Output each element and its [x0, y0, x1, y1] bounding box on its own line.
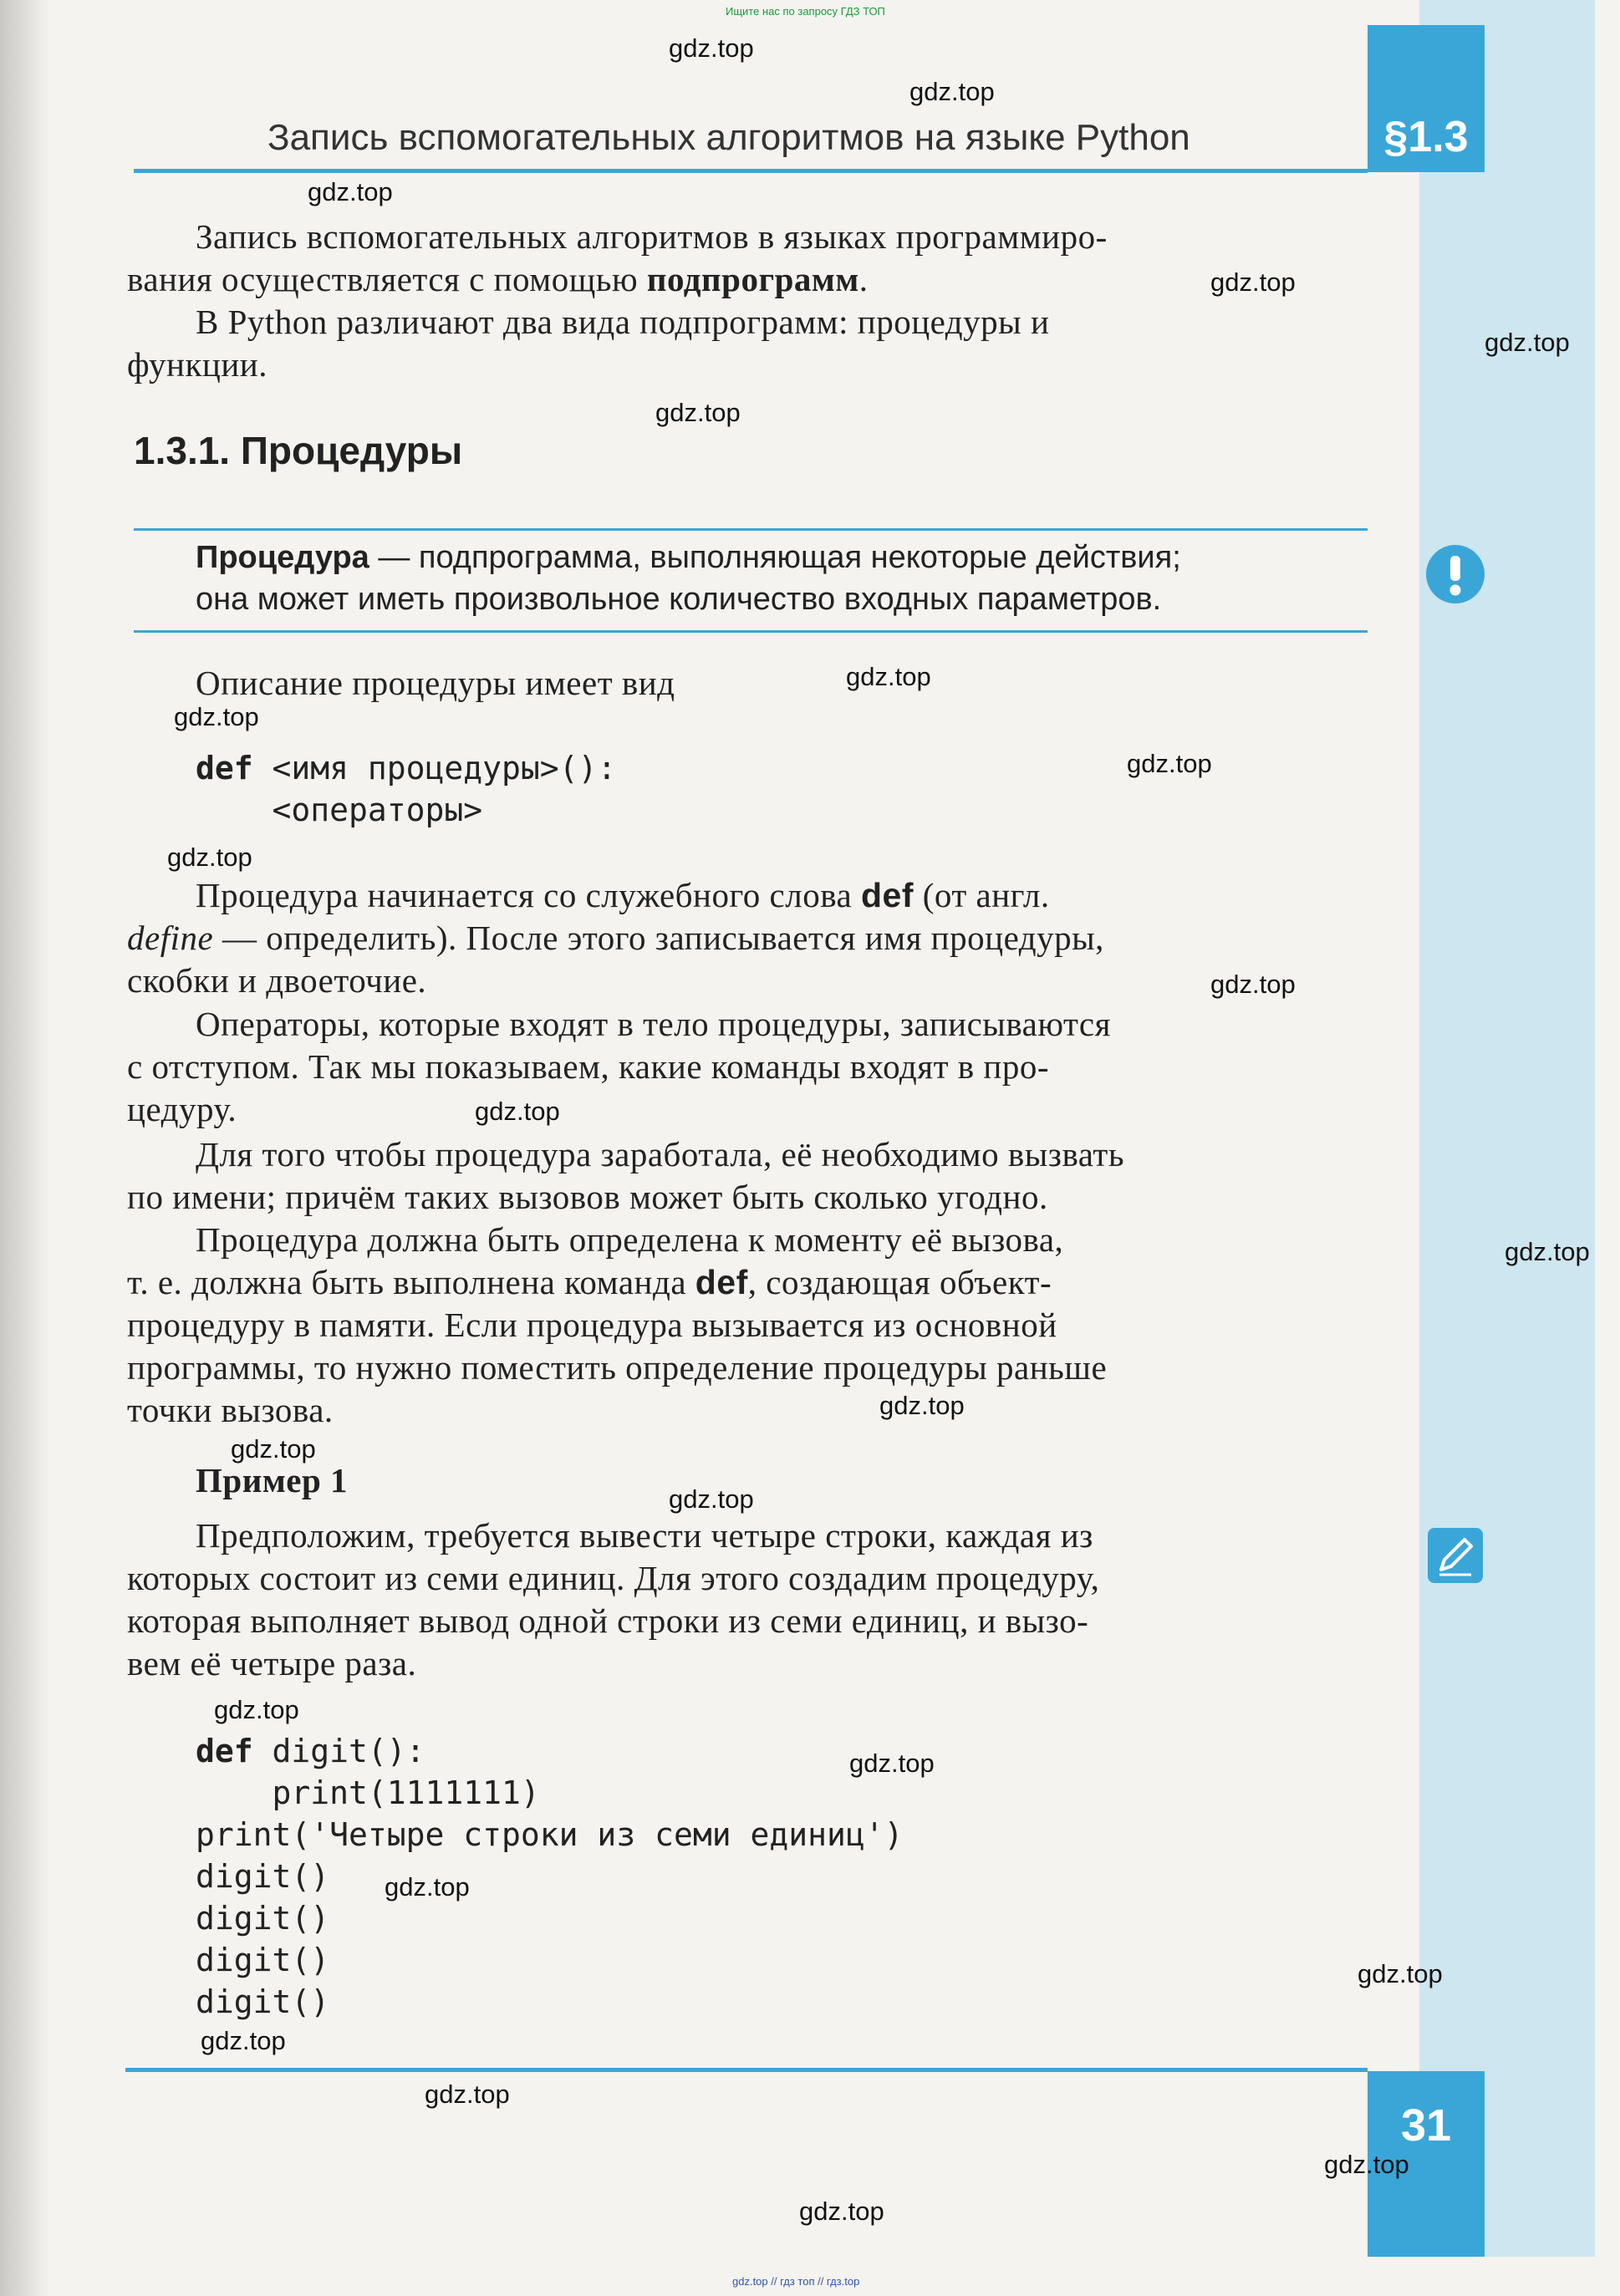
bottom-notice: gdz.top // гдз топ // гдз.top [732, 2275, 860, 2288]
watermark: gdz.top [655, 398, 741, 427]
intro-text: вания осуществляется с помощью [127, 260, 647, 298]
code-line-6: digit() [196, 1942, 330, 1978]
p1-keyword: def [860, 876, 914, 914]
p4-line-3: процедуру в памяти. Если процедура вызывается из основной [127, 1306, 1057, 1344]
p4-line-1: Процедура должна быть определена к моменту её вызова, [196, 1220, 1064, 1259]
intro-line-1: Запись вспомогательных алгоритмов в языках программиро- [196, 217, 1108, 256]
code-line-4: digit() [196, 1858, 330, 1895]
paragraph-4 [127, 1219, 1368, 1432]
watermark: gdz.top [799, 2197, 884, 2226]
top-notice: Ищите нас по запросу ГДЗ ТОП [726, 5, 885, 18]
watermark: gdz.top [475, 1097, 560, 1126]
definition-bottom-rule [134, 630, 1368, 633]
syntax-keyword: def [196, 750, 253, 787]
example-title: Пример 1 [196, 1461, 348, 1499]
p1-term: define [127, 919, 214, 957]
watermark: gdz.top [909, 77, 995, 106]
exclamation-icon [1426, 545, 1485, 603]
paragraph-5 [127, 1515, 1368, 1685]
p1-text-end: (от англ. [913, 876, 1050, 914]
definition-line-1 [196, 537, 1181, 578]
watermark: gdz.top [849, 1749, 935, 1778]
watermark: gdz.top [308, 177, 393, 206]
paragraph-3 [127, 1133, 1368, 1219]
paragraph-2 [127, 1003, 1368, 1131]
p4-line-5: точки вызова. [127, 1391, 334, 1429]
intro-line-2 [127, 258, 1368, 301]
exclamation-glyph [1426, 545, 1485, 603]
watermark: gdz.top [1210, 970, 1296, 999]
p2-line-2: с отступом. Так мы показываем, какие команды входят в про- [127, 1047, 1050, 1086]
watermark: gdz.top [669, 33, 754, 63]
watermark: gdz.top [1505, 1237, 1590, 1266]
p1-text: Процедура начинается со служебного слова [196, 876, 861, 914]
code-keyword: def [196, 1733, 253, 1769]
description-intro: Описание процедуры имеет вид [196, 664, 675, 702]
p5-line-4: вем её четыре раза. [127, 1644, 417, 1683]
syntax-block [196, 747, 616, 831]
watermark: gdz.top [846, 662, 931, 691]
watermark: gdz.top [879, 1391, 965, 1420]
paragraph-1 [127, 874, 1368, 1002]
header-title: Запись вспомогательных алгоритмов на языке Python [267, 117, 1190, 158]
watermark: gdz.top [1127, 749, 1212, 778]
intro-line-4: функции. [127, 345, 267, 384]
watermark: gdz.top [425, 2080, 510, 2109]
intro-paragraph [127, 216, 1368, 386]
intro-line-3: В Python различают два вида подпрограмм: процедуры и [196, 303, 1050, 341]
p4-line-4: программы, то нужно поместить определение процедуры раньше [127, 1348, 1108, 1387]
code-line-7: digit() [196, 1983, 330, 2020]
watermark: gdz.top [214, 1695, 299, 1724]
code-def-rest: digit(): [252, 1733, 425, 1769]
definition-text: — подпрограмма, выполняющая некоторые действия; [369, 540, 1181, 575]
p3-line-1: Для того чтобы процедура заработала, её необходимо вызвать [196, 1135, 1125, 1173]
p2-line-3: цедуру. [127, 1090, 237, 1128]
p4-text-end: , создающая объект- [747, 1263, 1052, 1301]
pencil-icon [1428, 1528, 1483, 1583]
p4-keyword: def [695, 1263, 748, 1301]
pencil-glyph [1428, 1528, 1483, 1583]
definition-top-rule [134, 528, 1368, 531]
watermark: gdz.top [201, 2026, 286, 2055]
watermark: gdz.top [669, 1484, 754, 1514]
p4-line-2 [127, 1261, 1368, 1304]
header-rule [134, 169, 1368, 173]
code-line-3: print('Четыре строки из семи единиц') [196, 1816, 904, 1853]
p3-line-2: по имени; причём таких вызовов может быть сколько угодно. [127, 1178, 1048, 1216]
watermark: gdz.top [1358, 1959, 1443, 1988]
page-edge-shadow [0, 0, 50, 2296]
definition-term: Процедура [196, 540, 369, 575]
watermark: gdz.top [385, 1872, 470, 1901]
page-number: 31 [1368, 2071, 1485, 2257]
p2-line-1: Операторы, которые входят в тело процедуры, записываются [196, 1005, 1111, 1043]
syntax-line-2: <операторы> [196, 792, 483, 828]
code-block [196, 1730, 903, 2023]
watermark: gdz.top [1485, 328, 1570, 357]
watermark: gdz.top [1210, 267, 1296, 297]
footer-rule [125, 2068, 1368, 2072]
watermark: gdz.top [231, 1434, 316, 1464]
p1-line-1 [127, 874, 1368, 917]
watermark: gdz.top [167, 843, 252, 872]
code-line-5: digit() [196, 1900, 330, 1937]
definition-box [196, 537, 1181, 620]
code-line-1 [196, 1730, 903, 1772]
code-line-2: print(1111111) [196, 1774, 540, 1811]
p4-text: т. е. должна быть выполнена команда [127, 1263, 695, 1301]
syntax-line-1 [196, 747, 616, 789]
definition-line-2: она может иметь произвольное количество входных параметров. [196, 582, 1162, 617]
section-heading: 1.3.1. Процедуры [134, 429, 463, 472]
section-tab: §1.3 [1368, 25, 1485, 172]
intro-text-end: . [858, 260, 869, 298]
p5-line-3: которая выполняет вывод одной строки из семи единиц, и вызо- [127, 1601, 1089, 1640]
p5-line-1: Предположим, требуется вывести четыре строки, каждая из [196, 1516, 1093, 1555]
p1-line-3: скобки и двоеточие. [127, 961, 427, 1000]
watermark: gdz.top [1324, 2150, 1409, 2179]
p1-line-2 [127, 917, 1368, 960]
intro-term: подпрограмм [646, 260, 859, 298]
watermark: gdz.top [174, 702, 259, 731]
p5-line-2: которых состоит из семи единиц. Для этого создадим процедуру, [127, 1559, 1100, 1597]
syntax-rest: <имя процедуры>(): [252, 750, 617, 787]
p1-line-2-text: — определить). После этого записывается имя процедуры, [213, 919, 1104, 957]
